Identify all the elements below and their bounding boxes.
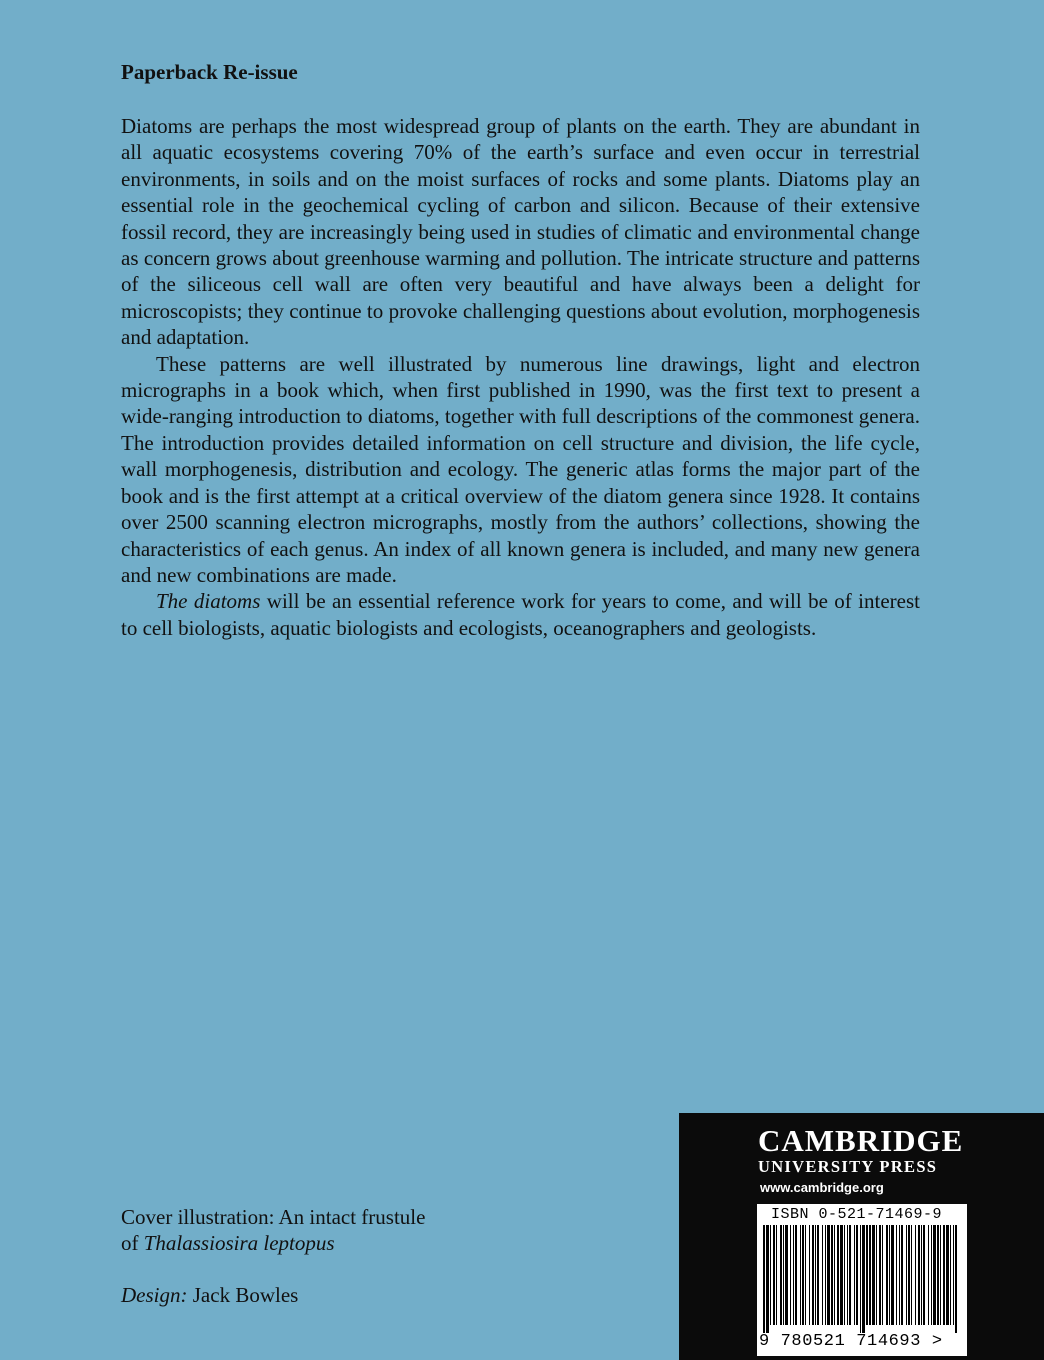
publisher-logo-subtitle: UNIVERSITY PRESS	[758, 1157, 938, 1176]
section-heading: Paperback Re-issue	[121, 60, 298, 84]
species-name: Thalassiosira leptopus	[143, 1231, 335, 1256]
description-body	[121, 113, 920, 641]
third-paragraph	[121, 588, 920, 641]
design-credit	[121, 1283, 298, 1308]
publisher-block	[679, 1113, 1044, 1360]
cover-credit-line2	[121, 1230, 425, 1256]
designer-name: Jack Bowles	[187, 1283, 299, 1307]
design-label: Design:	[121, 1283, 188, 1307]
second-paragraph: These patterns are well illustrated by numerous line drawings, light and electron micrographs in a book which, when first published in 1990, was the first text to present a wide-ranging introduction to diatoms, together with full descriptions of the commonest genera. The introduction provides detailed information on cell structure and division, the life cycle, wall morphogenesis, distribution and ecology. The generic atlas forms the major part of the book and is the first attempt at a critical overview of the diatom genera since 1928. It contains over 2500 scanning electron micrographs, mostly from the authors’ collections, showing the characteristics of each genus. An index of all known genera is included, and many new genera and new combinations are made.	[121, 351, 920, 587]
third-paragraph-text: will be an essential reference work for years to come, and will be of interest to cell biologists, aquatic biologists and ecologists, oceanographers and geologists.	[121, 589, 920, 640]
publisher-website: www.cambridge.org	[760, 1180, 884, 1195]
intro-paragraph: Diatoms are perhaps the most widespread group of plants on the earth. They are abundant in all aquatic ecosystems covering 70% of the earth’s surface and even occur in terrestrial environments, in soils and on the moist surfaces of rocks and some plants. Diatoms play an essential role in the geochemical cycling of carbon and silicon. Because of their extensive fossil record, they are increasingly being used in studies of climatic and environmental change as concern grows about greenhouse warming and pollution. The intricate structure and patterns of the siliceous cell wall are often very beautiful and have always been a delight for microscopists; they continue to provoke challenging questions about evolution, morphogenesis and adaptation.	[121, 114, 920, 350]
cover-illustration-credit	[121, 1204, 425, 1257]
publisher-logo-name: CAMBRIDGE	[758, 1123, 964, 1158]
book-title-italic: The diatoms	[156, 589, 261, 614]
isbn-label: ISBN 0-521-71469-9	[771, 1206, 943, 1223]
barcode-icon	[761, 1225, 963, 1333]
barcode-panel	[757, 1204, 967, 1356]
ean-digits: 9 780521 714693 >	[759, 1332, 943, 1351]
cover-credit-line1: Cover illustration: An intact frustule	[121, 1205, 426, 1229]
cover-credit-prefix: of	[121, 1231, 144, 1256]
